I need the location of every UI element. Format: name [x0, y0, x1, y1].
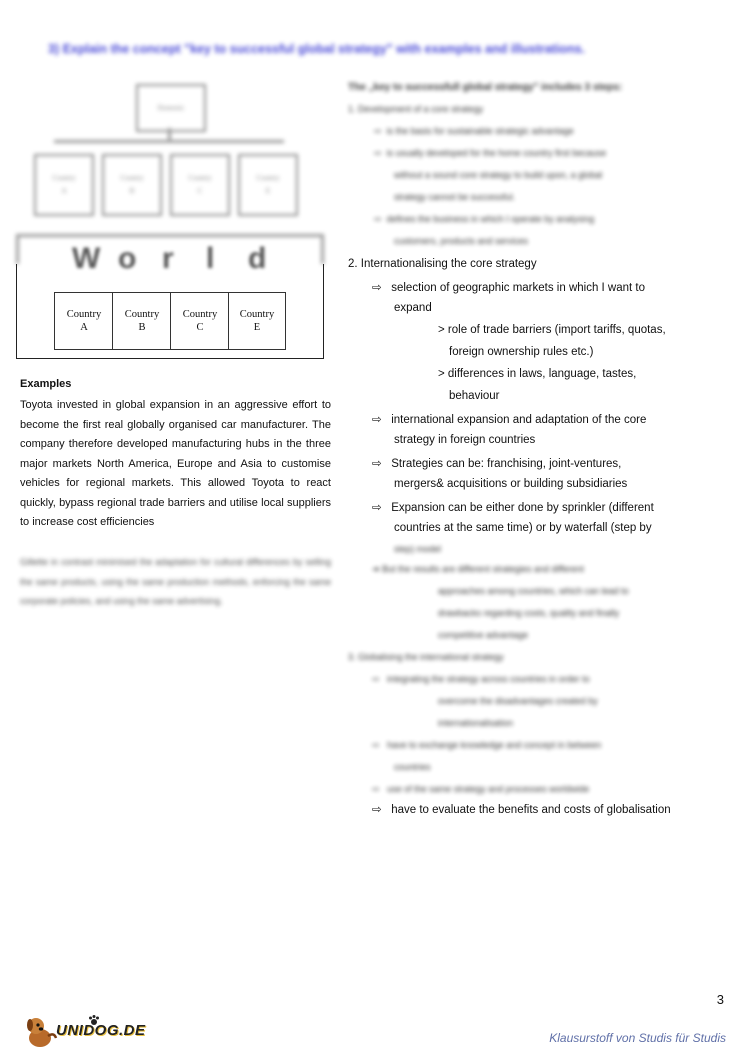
step3-line: internationalisation	[438, 718, 514, 728]
step3-bullet: ⇨ integrating the strategy across countries in order to	[372, 674, 590, 684]
step2-title: 2. Internationalising the core strategy	[348, 258, 537, 270]
world-right-line	[321, 234, 324, 264]
gillette-paragraph: Gillette in contrast minimised the adaptation for cultural differences by selling the same products, using the same production methods, enforcing the same corporate policies, and using the same advertising.	[20, 557, 331, 606]
bottom-country-e: Country E	[228, 292, 286, 350]
step3-bullet: ⇨ have to exchange knowledge and concept in between	[372, 740, 602, 750]
domestic-box: Domestic	[136, 84, 206, 132]
step2-subpoint: behaviour	[449, 390, 500, 402]
step2-bullet: ⇨ Expansion can be either done by sprinkler (different	[372, 502, 654, 514]
step2-line: expand	[394, 302, 432, 314]
bottom-country-a: Country A	[54, 292, 114, 350]
step1-line: strategy cannot be successful.	[394, 192, 516, 202]
step1-title: 1. Development of a core strategy	[348, 104, 484, 114]
step2-line: countries at the same time) or by waterfall (step by	[394, 522, 652, 534]
step3-line: overcome the disadvantages created by	[438, 696, 598, 706]
step2-line: mergers& acquisitions or building subsidiaries	[394, 478, 628, 490]
intro-line: The „key to successfull global strategy" includes 3 steps:	[348, 82, 623, 93]
dog-icon	[22, 1014, 58, 1050]
country-e-box: Country E	[238, 154, 298, 216]
step2-bullet: ⇨ Strategies can be: franchising, joint-ventures,	[372, 458, 622, 470]
bottom-country-c: Country C	[170, 292, 230, 350]
strategy-diagram	[14, 80, 326, 360]
step3-bullet: ⇨ have to evaluate the benefits and costs of globalisation	[372, 804, 671, 816]
footer-tagline: Klausurstoff von Studis für Studis	[549, 1031, 726, 1045]
country-a-box: Country A	[34, 154, 94, 216]
world-letter: d	[248, 242, 267, 275]
country-b-box: Country B	[102, 154, 162, 216]
step1-arrow: ⇨ is the basis for sustainable strategic advantage	[374, 126, 574, 136]
step3-title: 3. Globalising the international strategy	[348, 652, 504, 662]
unidog-logo[interactable]	[22, 1014, 152, 1050]
step2-result: ➔ But the results are different strategies and different	[372, 564, 584, 574]
stem-line	[168, 128, 171, 142]
step2-line: drawbacks regarding costs, quality and finally	[438, 608, 620, 618]
question-heading: 3) Explain the concept "key to successful global strategy" with examples and illustrations.	[48, 42, 585, 56]
step2-subpoint: foreign ownership rules etc.)	[449, 346, 594, 358]
step2-bullet: ⇨ selection of geographic markets in which I want to	[372, 282, 646, 294]
world-letter: W	[72, 242, 101, 275]
step1-line: customers, products and services	[394, 236, 529, 246]
world-top-line	[16, 234, 324, 237]
examples-title: Examples	[20, 378, 72, 390]
step2-line: strategy in foreign countries	[394, 434, 536, 446]
step2-subpoint: > differences in laws, language, tastes,	[438, 368, 637, 380]
step2-line: competitive advantage	[438, 630, 529, 640]
world-letter: o	[118, 242, 137, 275]
toyota-paragraph: Toyota invested in global expansion in an aggressive effort to become the first real globally organised car manufacturer. The company therefore developed manufacturing hubs in the three major markets North America, Europe and Asia to customise vehicles for regional markets. This allowed Toyota to react quickly, bypass regional trade barriers and utilise local suppliers to increase cost efficiencies	[20, 399, 331, 528]
step2-bullet: ⇨ international expansion and adaptation of the core	[372, 414, 647, 426]
watermark	[712, 280, 738, 720]
bottom-country-b: Country B	[112, 292, 172, 350]
step3-line: countries	[394, 762, 431, 772]
step2-subpoint: > role of trade barriers (import tariffs, quotas,	[438, 324, 666, 336]
step1-arrow: ⇨ is usually developed for the home country first because	[374, 148, 607, 158]
step1-arrow: ⇨ defines the business in which I operate by analysing	[374, 214, 595, 224]
step2-line: approaches among countries, which can lead to	[438, 586, 629, 596]
world-left-line	[16, 234, 19, 264]
world-letter: l	[206, 242, 215, 275]
step1-line: without a sound core strategy to build upon, a global	[394, 170, 603, 180]
world-letter: r	[162, 242, 174, 275]
step3-bullet: ⇨ use of the same strategy and processes worldwide	[372, 784, 590, 794]
page-number: 3	[716, 992, 724, 1007]
country-c-box: Country C	[170, 154, 230, 216]
logo-text: UNIDOG.DE	[56, 1022, 146, 1039]
step2-line: step) model	[394, 544, 442, 554]
